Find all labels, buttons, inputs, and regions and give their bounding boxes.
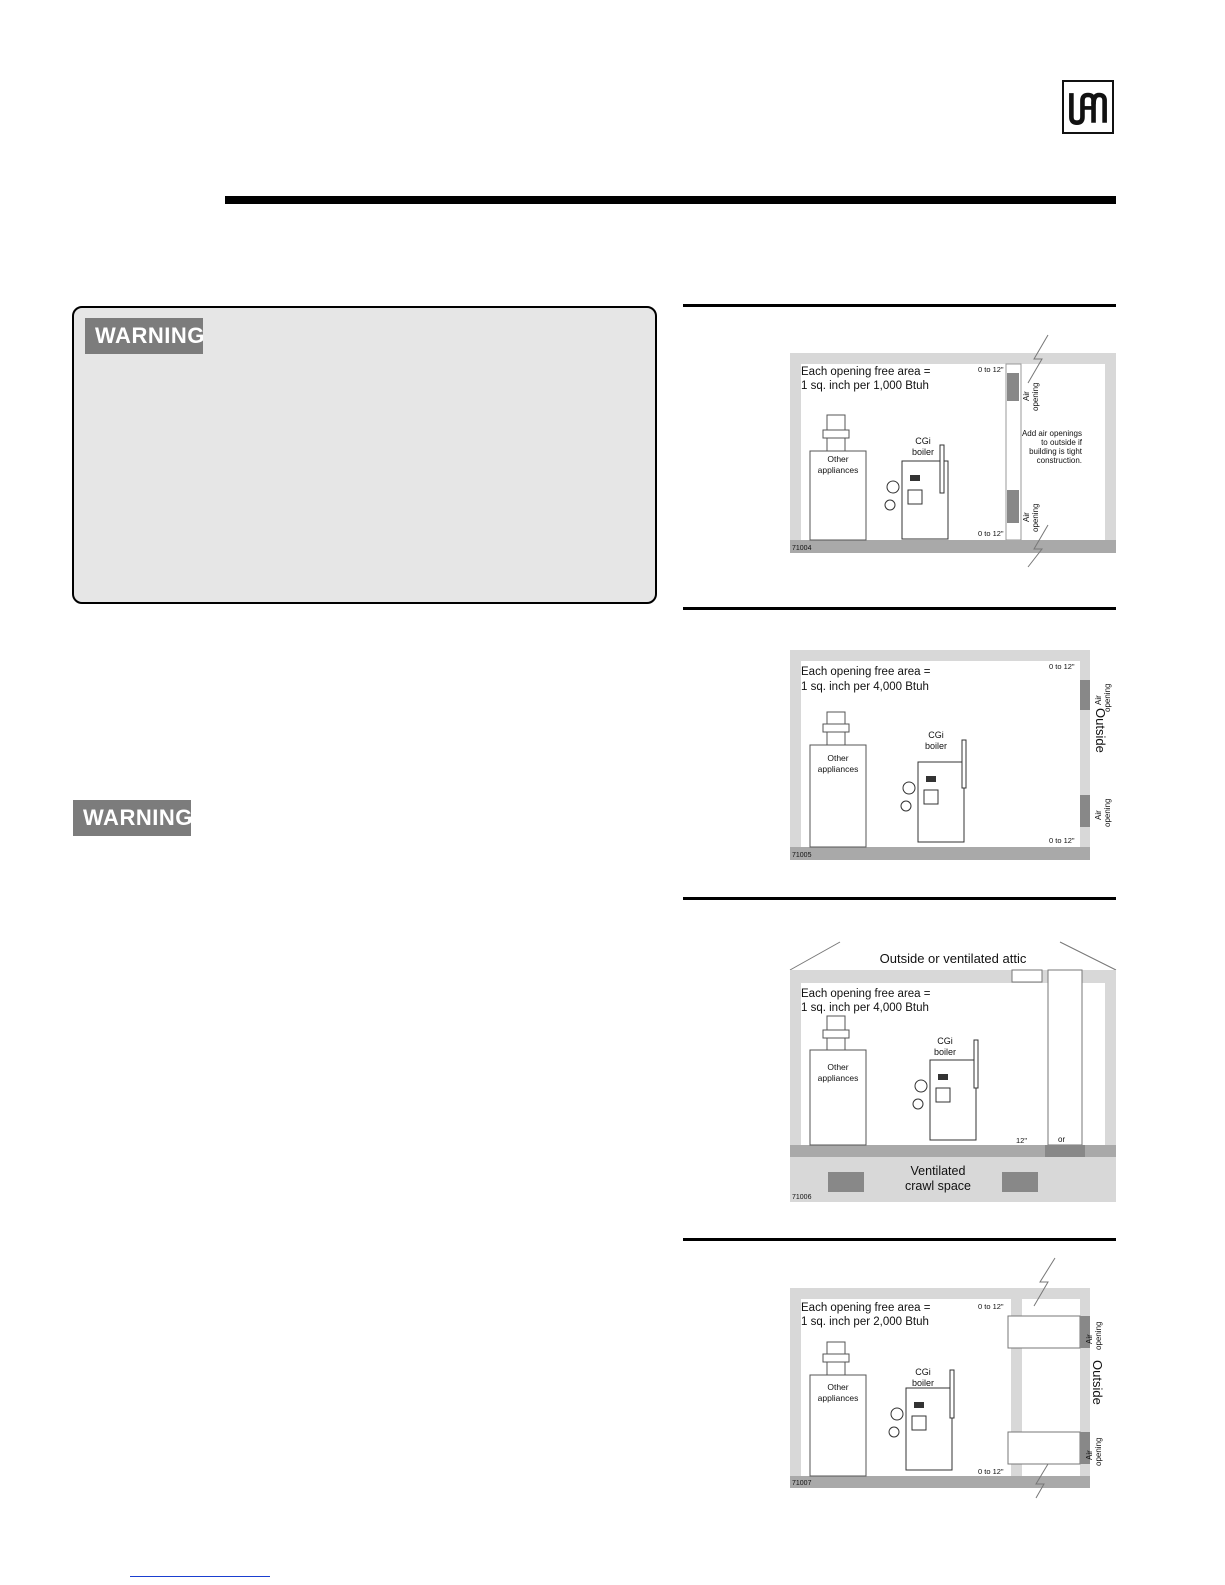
- other-appliances-label: Other: [827, 1382, 849, 1392]
- dimension-label: 0 to 12": [978, 1302, 1004, 1311]
- outside-label: Outside: [1093, 708, 1108, 753]
- boiler-label: CGi: [928, 730, 944, 740]
- air-opening-label: Air: [1022, 512, 1031, 522]
- boiler-label: CGi: [915, 1367, 931, 1377]
- air-opening-label: opening: [1103, 798, 1112, 827]
- dimension-label: 0 to 12": [978, 1467, 1004, 1476]
- free-area-text: Each opening free area =: [801, 1302, 931, 1314]
- free-area-text: Each opening free area =: [801, 366, 931, 378]
- free-area-text: 1 sq. inch per 2,000 Btuh: [801, 1316, 929, 1328]
- boiler-label: CGi: [915, 436, 931, 446]
- free-area-text: Each opening free area =: [801, 666, 931, 678]
- air-opening-label: Air: [1022, 391, 1031, 401]
- or-label: or: [1058, 1135, 1066, 1144]
- other-appliances-label: Other: [827, 753, 849, 763]
- dimension-label: 0 to 12": [978, 365, 1004, 374]
- free-area-text: 1 sq. inch per 4,000 Btuh: [801, 1002, 929, 1014]
- figure-code: 71006: [792, 1194, 812, 1201]
- other-appliances-label: appliances: [817, 1073, 859, 1083]
- other-appliances-label: appliances: [817, 1393, 859, 1403]
- boiler-label: boiler: [911, 447, 935, 457]
- dimension-label: 12": [1016, 1136, 1028, 1145]
- free-area-text: 1 sq. inch per 1,000 Btuh: [801, 380, 929, 392]
- air-opening-label: Air: [1094, 695, 1103, 705]
- other-appliances-label: Other: [827, 454, 849, 464]
- figure-rule: [683, 1238, 1116, 1241]
- figure-code: 71007: [792, 1480, 812, 1487]
- air-opening-label: opening: [1031, 503, 1040, 532]
- note-text: construction.: [1036, 456, 1082, 465]
- warning-badge: WARNING: [73, 800, 191, 836]
- note-text: Add air openings: [1021, 429, 1082, 438]
- air-opening-label: opening: [1094, 1437, 1103, 1466]
- figure-outdoor-air-ducts: [790, 1258, 1120, 1503]
- air-opening-label: Air: [1085, 1450, 1094, 1460]
- dimension-label: 0 to 12": [978, 529, 1004, 538]
- air-opening-label: opening: [1031, 382, 1040, 411]
- boiler-label: CGi: [937, 1036, 953, 1046]
- outside-label: Outside: [1090, 1360, 1105, 1405]
- header-rule: [225, 196, 1116, 204]
- figure-rule: [683, 607, 1116, 610]
- air-opening-label: opening: [1094, 1321, 1103, 1350]
- air-opening-label: opening: [1103, 683, 1112, 712]
- footer-link-underline: [130, 1576, 270, 1577]
- crawl-space-label: Ventilated: [910, 1164, 966, 1178]
- boiler-label: boiler: [924, 741, 948, 751]
- air-opening-label: Air: [1094, 810, 1103, 820]
- free-area-text: 1 sq. inch per 4,000 Btuh: [801, 681, 929, 693]
- free-area-text: Each opening free area =: [801, 988, 931, 1000]
- boiler-label: boiler: [911, 1378, 935, 1388]
- other-appliances-label: appliances: [817, 465, 859, 475]
- dimension-label: 0 to 12": [1049, 662, 1075, 671]
- air-opening-label: Air: [1085, 1334, 1094, 1344]
- figure-rule: [683, 897, 1116, 900]
- figure-attic-crawl: [790, 940, 1120, 1205]
- figure-rule: [683, 304, 1116, 307]
- other-appliances-label: Other: [827, 1062, 849, 1072]
- note-text: to outside if: [1041, 438, 1082, 447]
- attic-label: Outside or ventilated attic: [879, 951, 1027, 966]
- other-appliances-label: appliances: [817, 764, 859, 774]
- note-text: building is tight: [1029, 447, 1082, 456]
- figure-code: 71005: [792, 852, 812, 859]
- figure-code: 71004: [792, 545, 812, 552]
- dimension-label: 0 to 12": [1049, 836, 1075, 845]
- crawl-space-label: crawl space: [905, 1179, 971, 1193]
- figure-outdoor-air-direct: [790, 650, 1120, 865]
- figure-interior-air: [790, 335, 1120, 575]
- boiler-label: boiler: [933, 1047, 957, 1057]
- warning-badge: WARNING: [85, 318, 203, 354]
- weil-mclain-logo: [1062, 80, 1114, 134]
